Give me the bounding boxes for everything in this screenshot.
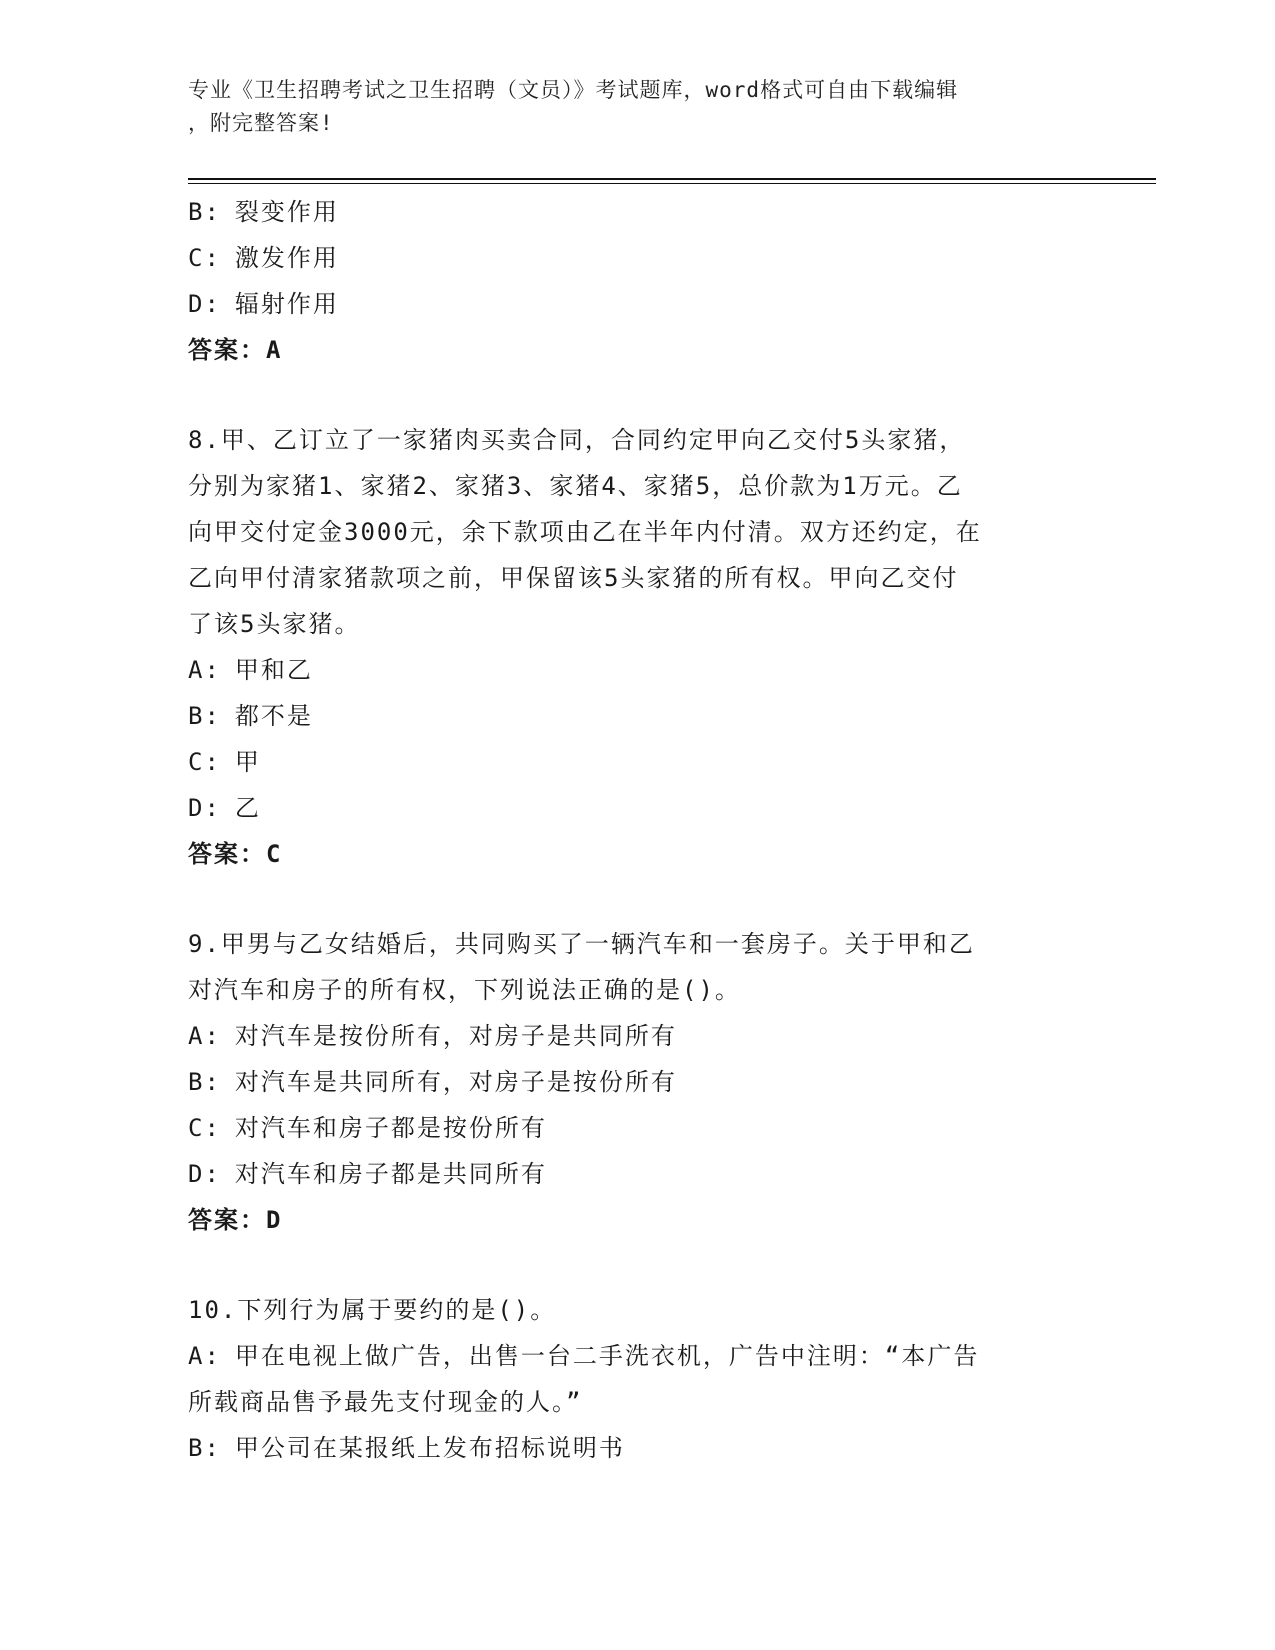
question-7-tail: [188, 189, 1088, 373]
option-b: [188, 693, 1088, 739]
option-a-continued: [188, 1379, 1088, 1425]
option-letter: C:: [188, 244, 221, 272]
answer-line: 答案：C: [188, 840, 283, 868]
spacer: [188, 373, 1088, 417]
option-a: [188, 1333, 1088, 1379]
question-stem-line: 分别为家猪1、家猪2、家猪3、家猪4、家猪5，总价款为1万元。乙: [188, 472, 963, 500]
option-letter: B:: [188, 1434, 221, 1462]
answer-line: 答案：A: [188, 336, 283, 364]
option-b: [188, 1425, 1088, 1471]
spacer: [188, 877, 1088, 921]
option-text: 所载商品售予最先支付现金的人。”: [188, 1388, 583, 1416]
option-text: 甲: [234, 748, 261, 776]
header-line-2: ，附完整答案!: [188, 111, 334, 135]
option-text: 甲在电视上做广告，出售一台二手洗衣机，广告中注明：“本广告: [234, 1342, 980, 1370]
option-text: 对汽车是按份所有，对房子是共同所有: [234, 1022, 677, 1050]
option-c: [188, 235, 1088, 281]
option-letter: B:: [188, 702, 221, 730]
question-stem-line: 9.甲男与乙女结婚后，共同购买了一辆汽车和一套房子。关于甲和乙: [188, 930, 975, 958]
option-letter: B:: [188, 1068, 221, 1096]
spacer: [188, 1243, 1088, 1287]
option-letter: D:: [188, 1160, 221, 1188]
question-stem-line: 了该5头家猪。: [188, 610, 361, 638]
option-text: 对汽车和房子都是按份所有: [234, 1114, 547, 1142]
option-b: [188, 189, 1088, 235]
option-letter: C:: [188, 1114, 221, 1142]
option-letter: B:: [188, 198, 221, 226]
option-a: [188, 1013, 1088, 1059]
option-a: [188, 647, 1088, 693]
option-text: 都不是: [234, 702, 313, 730]
header-line-1: 专业《卫生招聘考试之卫生招聘（文员）》考试题库，word格式可自由下载编辑: [188, 78, 959, 102]
option-letter: C:: [188, 748, 221, 776]
option-text: 辐射作用: [234, 290, 339, 318]
option-b: [188, 1059, 1088, 1105]
option-c: [188, 739, 1088, 785]
document-header: [188, 74, 1068, 140]
option-letter: A:: [188, 656, 221, 684]
option-d: [188, 1151, 1088, 1197]
question-8: [188, 417, 1088, 877]
question-stem-line: 乙向甲付清家猪款项之前，甲保留该5头家猪的所有权。甲向乙交付: [188, 564, 959, 592]
question-10: [188, 1287, 1088, 1471]
option-text: 激发作用: [234, 244, 339, 272]
option-letter: A:: [188, 1022, 221, 1050]
option-d: [188, 281, 1088, 327]
option-text: 对汽车是共同所有，对房子是按份所有: [234, 1068, 677, 1096]
question-stem-line: 对汽车和房子的所有权，下列说法正确的是()。: [188, 976, 741, 1004]
option-letter: D:: [188, 794, 221, 822]
header-rule-thick: [188, 178, 1156, 180]
option-text: 甲公司在某报纸上发布招标说明书: [234, 1434, 625, 1462]
option-text: 乙: [234, 794, 261, 822]
option-text: 裂变作用: [234, 198, 339, 226]
question-stem-line: 8.甲、乙订立了一家猪肉买卖合同，合同约定甲向乙交付5头家猪，: [188, 426, 966, 454]
option-text: 甲和乙: [234, 656, 313, 684]
option-c: [188, 1105, 1088, 1151]
option-text: 对汽车和房子都是共同所有: [234, 1160, 547, 1188]
question-stem-line: 10.下列行为属于要约的是()。: [188, 1296, 557, 1324]
option-letter: D:: [188, 290, 221, 318]
question-content: [188, 189, 1088, 1471]
question-stem-line: 向甲交付定金3000元，余下款项由乙在半年内付清。双方还约定，在: [188, 518, 982, 546]
option-letter: A:: [188, 1342, 221, 1370]
question-9: [188, 921, 1088, 1243]
header-rule-thin: [188, 183, 1156, 184]
answer-line: 答案：D: [188, 1206, 283, 1234]
option-d: [188, 785, 1088, 831]
